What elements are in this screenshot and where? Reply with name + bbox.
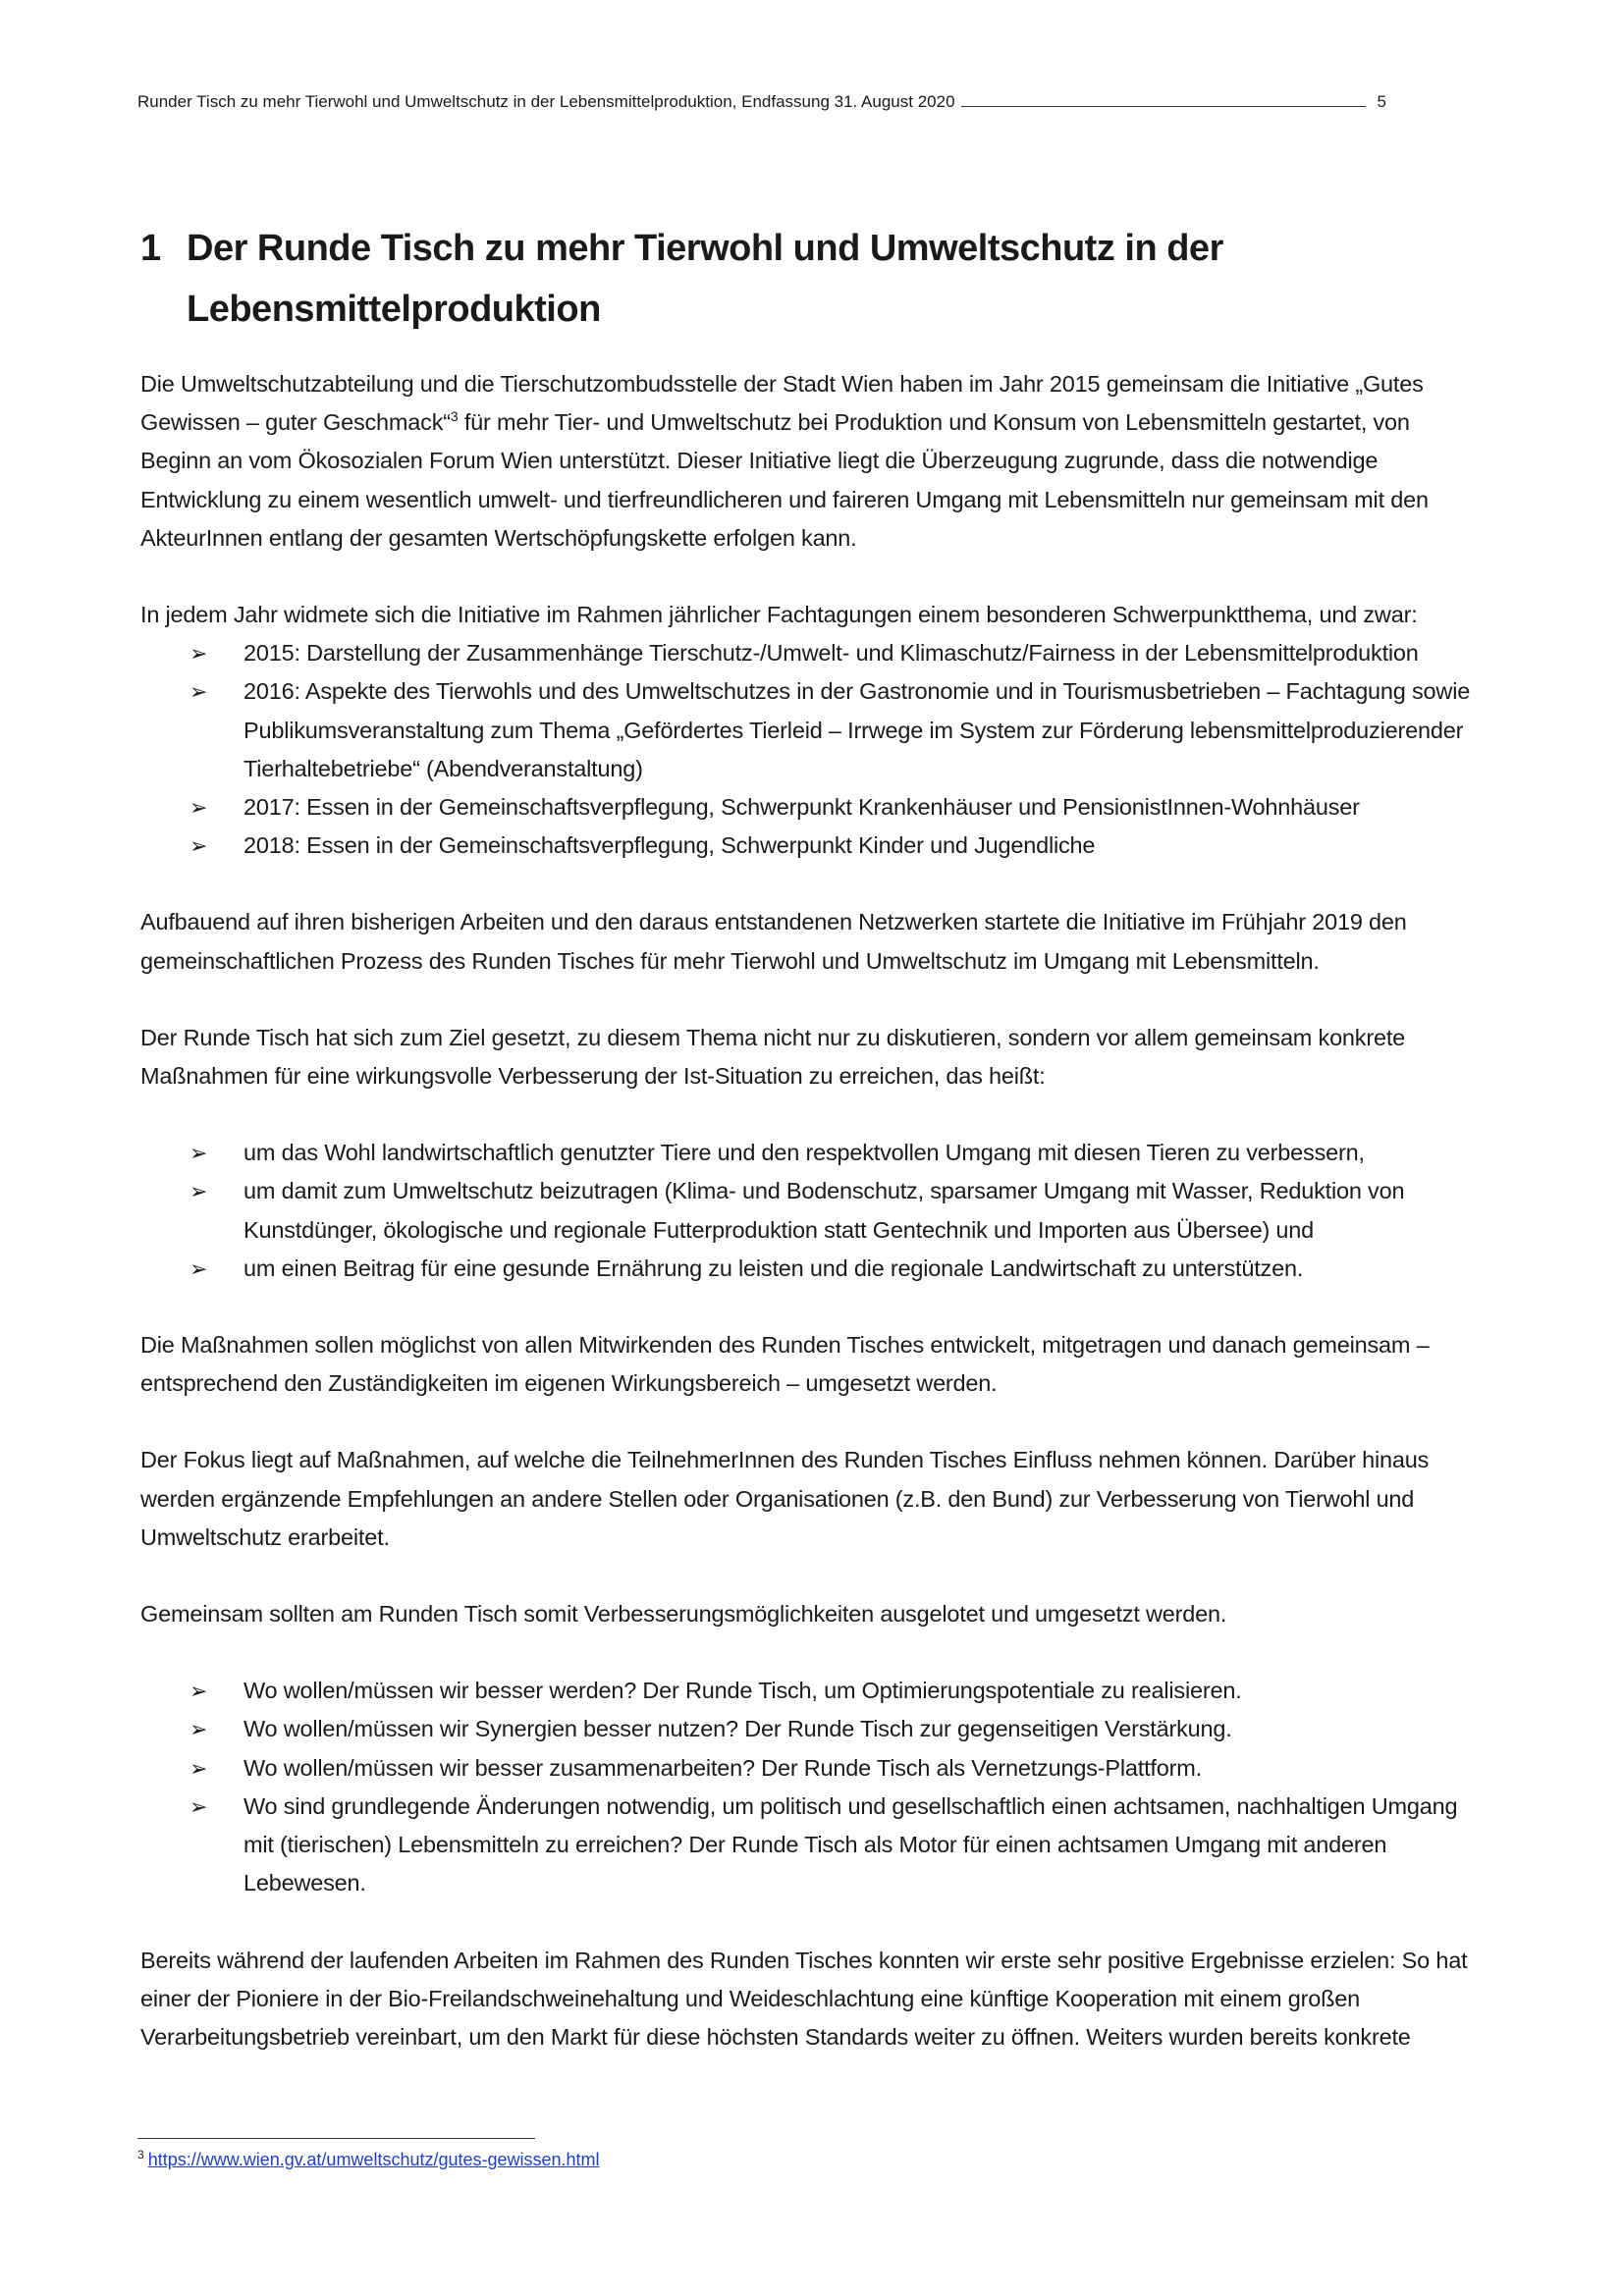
footnote-reference[interactable]: 3 <box>450 408 459 425</box>
arrow-bullet-icon: ➢ <box>189 1755 208 1781</box>
ziel-list <box>140 1134 1486 1288</box>
list-item: ➢ Wo wollen/müssen wir besser zusammenarbeiten? Der Runde Tisch als Vernetzungs-Plattform. <box>140 1749 1486 1788</box>
section-number: 1 <box>140 228 161 269</box>
years-list <box>140 634 1486 865</box>
list-item: ➢ um einen Beitrag für eine gesunde Ernährung zu leisten und die regionale Landwirtschaft zu unterstützen. <box>140 1250 1486 1288</box>
ziel-paragraph: Der Runde Tisch hat sich zum Ziel gesetzt, zu diesem Thema nicht nur zu diskutieren, sondern vor allem gemeinsam konkrete Maßnahmen für eine wirkungsvolle Verbesserung der Ist-Situation zu erreichen, das heißt: <box>140 1024 1406 1090</box>
section-title: Der Runde Tisch zu mehr Tierwohl und Umweltschutz in der Lebensmittelproduktion <box>187 228 1223 330</box>
list-item: ➢ um damit zum Umweltschutz beizutragen (Klima- und Bodenschutz, sparsamer Umgang mit Wasser, Reduktion von Kunstdünger, ökologische und regionale Futterproduktion statt Gentechnik und Importen aus Übersee) und <box>140 1172 1486 1249</box>
list-item: ➢ um das Wohl landwirtschaftlich genutzter Tiere und den respektvollen Umgang mit diesen Tieren zu verbessern, <box>140 1134 1486 1172</box>
arrow-bullet-icon: ➢ <box>189 1141 208 1166</box>
fokus-paragraph: Der Fokus liegt auf Maßnahmen, auf welche die TeilnehmerInnen des Runden Tisches Einfluss nehmen können. Darüber hinaus werden ergänzende Empfehlungen an andere Stellen oder Organisationen (z.B. den Bund) zur Verbesserung von Tierwohl und Umweltschutz erarbeitet. <box>140 1447 1430 1550</box>
footnote-mark: 3 <box>137 2148 144 2162</box>
arrow-bullet-icon: ➢ <box>189 641 208 667</box>
arrow-bullet-icon: ➢ <box>189 833 208 859</box>
arrow-bullet-icon: ➢ <box>189 1793 208 1819</box>
footnote-separator <box>137 2138 535 2139</box>
intro-paragraph <box>140 365 1486 558</box>
list-item: ➢ 2015: Darstellung der Zusammenhänge Tierschutz-/Umwelt- und Klimaschutz/Fairness in der Lebensmittelproduktion <box>140 634 1486 672</box>
main-content <box>140 218 1486 2056</box>
header-rule <box>961 92 1366 107</box>
arrow-bullet-icon: ➢ <box>189 679 208 705</box>
aufbauend-paragraph: Aufbauend auf ihren bisherigen Arbeiten und den daraus entstandenen Netzwerken startete die Initiative im Frühjahr 2019 den gemeinschaftlichen Prozess des Runden Tisches für mehr Tierwohl und Umweltschutz im Umgang mit Lebensmitteln. <box>140 909 1407 974</box>
list-item: ➢ Wo sind grundlegende Änderungen notwendig, um politisch und gesellschaftlich einen achtsamen, nachhaltigen Umgang mit (tierischen) Lebensmitteln zu erreichen? Der Runde Tisch als Motor für einen achtsamen Umgang mit anderen Lebewesen. <box>140 1788 1486 1903</box>
list-item: ➢ 2017: Essen in der Gemeinschaftsverpflegung, Schwerpunkt Krankenhäuser und PensionistInnen-Wohnhäuser <box>140 788 1486 827</box>
arrow-bullet-icon: ➢ <box>189 795 208 821</box>
list-item: ➢ Wo wollen/müssen wir Synergien besser nutzen? Der Runde Tisch zur gegenseitigen Verstärkung. <box>140 1710 1486 1748</box>
page-number: 5 <box>1377 92 1386 111</box>
bereits-paragraph: Bereits während der laufenden Arbeiten im Rahmen des Runden Tisches konnten wir erste sehr positive Ergebnisse erzielen: So hat einer der Pioniere in der Bio-Freilandschweinehaltung und Weideschlachtung eine künftige Kooperation mit einem großen Verarbeitungsbetrieb vereinbart, um den Markt für diese höchsten Standards weiter zu öffnen. Weiters wurden bereits konkrete <box>140 1947 1468 2050</box>
gemeinsam-paragraph: Gemeinsam sollten am Runden Tisch somit Verbesserungsmöglichkeiten ausgelotet und umgesetzt werden. <box>140 1601 1227 1628</box>
list-item: ➢ Wo wollen/müssen wir besser werden? Der Runde Tisch, um Optimierungspotentiale zu realisieren. <box>140 1672 1486 1710</box>
list-item: ➢ 2018: Essen in der Gemeinschaftsverpflegung, Schwerpunkt Kinder und Jugendliche <box>140 827 1486 865</box>
intro-text-a: Die Umweltschutzabteilung und die Tierschutzombudsstelle der Stadt Wien haben im Jahr 2015 gemeinsam die Initiative „Gutes Gewissen – guter Geschmack“ <box>140 371 1424 436</box>
footnote <box>137 2148 600 2170</box>
arrow-bullet-icon: ➢ <box>189 1717 208 1742</box>
arrow-bullet-icon: ➢ <box>189 1255 208 1281</box>
header-title: Runder Tisch zu mehr Tierwohl und Umweltschutz in der Lebensmittelproduktion, Endfassung 31. August 2020 <box>137 92 955 111</box>
years-intro-paragraph: In jedem Jahr widmete sich die Initiative im Rahmen jährlicher Fachtagungen einem besonderen Schwerpunktthema, und zwar: <box>140 602 1418 628</box>
massnahmen-paragraph: Die Maßnahmen sollen möglichst von allen Mitwirkenden des Runden Tisches entwickelt, mitgetragen und danach gemeinsam – entsprechend den Zuständigkeiten im eigenen Wirkungsbereich – umgesetzt werden. <box>140 1332 1430 1397</box>
intro-text-b: für mehr Tier- und Umweltschutz bei Produktion und Konsum von Lebensmitteln gestartet, von Beginn an vom Ökosozialen Forum Wien unterstützt. Dieser Initiative liegt die Überzeugung zugrunde, dass die notwendige Entwicklung zu einem wesentlich umwelt- und tierfreundlicheren und faireren Umgang mit Lebensmitteln nur gemeinsam mit den AkteurInnen entlang der gesamten Wertschöpfungskette erfolgen kann. <box>140 409 1429 551</box>
list-item: ➢ 2016: Aspekte des Tierwohls und des Umweltschutzes in der Gastronomie und in Tourismusbetrieben – Fachtagung sowie Publikumsveranstaltung zum Thema „Gefördertes Tierleid – Irrwege im System zur Förderung lebensmittelproduzierender Tierhaltebetriebe“ (Abendveranstaltung) <box>140 672 1486 788</box>
page-header <box>137 92 1386 118</box>
arrow-bullet-icon: ➢ <box>189 1179 208 1204</box>
arrow-bullet-icon: ➢ <box>189 1679 208 1704</box>
section-heading <box>140 218 1486 340</box>
fragen-list <box>140 1672 1486 1902</box>
footnote-link[interactable]: https://www.wien.gv.at/umweltschutz/gutes-gewissen.html <box>147 2150 600 2169</box>
